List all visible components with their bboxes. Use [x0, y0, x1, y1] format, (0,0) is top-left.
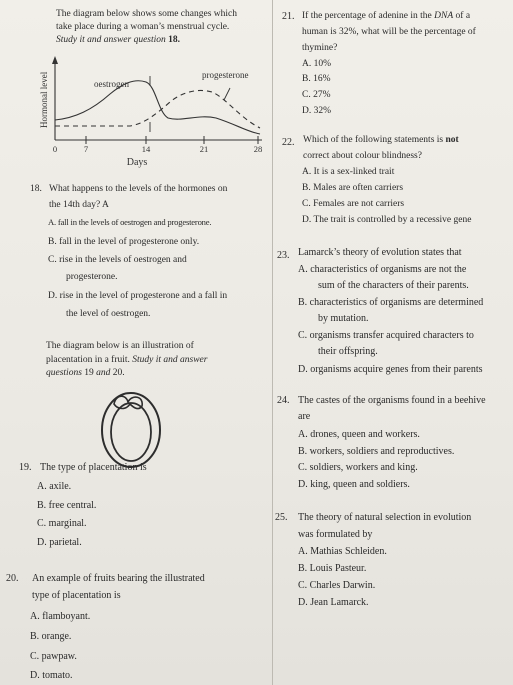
q23-option-c-1[interactable]: C. organisms transfer acquired characters to: [298, 330, 474, 341]
q20-stem-1: An example of fruits bearing the illustrated: [32, 573, 205, 584]
q25-stem-2: was formulated by: [298, 529, 373, 540]
intro2-line-2a: placentation in a fruit.: [46, 355, 130, 365]
q20-option-d[interactable]: D. tomato.: [30, 670, 73, 681]
q21-stem-1: [302, 11, 470, 21]
q18-option-c-1[interactable]: C. rise in the levels of oestrogen and: [48, 255, 187, 265]
q21-option-c[interactable]: C. 27%: [302, 90, 331, 100]
q18-stem-2: the 14th day? A: [49, 200, 109, 210]
q24-option-b[interactable]: B. workers, soldiers and reproductives.: [298, 446, 455, 457]
q19-option-c[interactable]: C. marginal.: [37, 518, 87, 529]
q21-stem-3: thymine?: [302, 43, 338, 53]
q18-option-d-2: the level of oestrogen.: [66, 309, 151, 319]
q19-stem: The type of placentation is: [40, 462, 147, 473]
q25-stem-1: The theory of natural selection in evolution: [298, 512, 472, 523]
placenta-seeds: [114, 396, 142, 408]
q20-option-b[interactable]: B. orange.: [30, 631, 72, 642]
q21-option-b[interactable]: B. 16%: [302, 74, 331, 84]
tick-label-14: 14: [141, 144, 151, 154]
q23-option-b-1[interactable]: B. characteristics of organisms are determined: [298, 297, 484, 308]
q21-option-d[interactable]: D. 32%: [302, 106, 332, 116]
q19-option-d[interactable]: D. parietal.: [37, 537, 82, 548]
tick-label-21: 21: [199, 144, 209, 154]
q22-option-a[interactable]: A. It is a sex-linked trait: [302, 167, 395, 177]
q19-number: 19.: [19, 462, 32, 473]
q18-number: 18.: [30, 184, 42, 194]
graph-ylabel: Hormonal level: [39, 71, 49, 128]
q24-option-c[interactable]: C. soldiers, workers and king.: [298, 462, 418, 473]
intro2-line-1: The diagram below is an illustration of: [46, 341, 194, 351]
q22-stem-1a: Which of the following statements is: [303, 135, 444, 145]
tick-label-0: 0: [52, 144, 58, 154]
q19-option-a[interactable]: A. axile.: [37, 481, 72, 492]
q20-number: 20.: [6, 573, 19, 584]
intro-line-3-italic: Study it and answer question: [56, 35, 166, 45]
q22-stem-2: correct about colour blindness?: [303, 151, 422, 161]
intro2-line-3a: questions: [46, 368, 82, 378]
q24-number: 24.: [277, 395, 290, 406]
column-divider: [272, 0, 273, 685]
q24-stem-2: are: [298, 411, 311, 422]
graph-xlabel: Days: [126, 157, 148, 168]
placentation-diagram: [92, 388, 172, 472]
q18-stem-1: What happens to the levels of the hormones on: [49, 184, 228, 194]
intro2-line-3: [46, 368, 125, 378]
q21-stem-1c: of a: [455, 11, 471, 21]
tick-label-7: 7: [83, 144, 89, 154]
q23-stem: Lamarck’s theory of evolution states that: [298, 247, 462, 258]
intro-line-2: take place during a woman’s menstrual cycle.: [56, 22, 230, 32]
q18-option-a[interactable]: A. fall in the levels of oestrogen and progesterone.: [48, 217, 212, 227]
q21-option-a[interactable]: A. 10%: [302, 59, 332, 69]
progesterone-pointer: [224, 88, 230, 100]
q21-number: 21.: [282, 11, 295, 22]
q22-option-c[interactable]: C. Females are not carriers: [302, 199, 405, 209]
q25-number: 25.: [275, 512, 288, 523]
q22-stem-1b: not: [445, 135, 459, 145]
q23-option-a-2: sum of the characters of their parents.: [318, 280, 469, 291]
q19-option-b[interactable]: B. free central.: [37, 500, 97, 511]
q22-stem-1: [303, 135, 459, 145]
intro-line-1: The diagram below shows some changes which: [56, 9, 237, 19]
tick-label-28: 28: [253, 144, 263, 154]
q23-option-c-2: their offspring.: [318, 346, 378, 357]
q21-stem-1b: DNA: [434, 11, 454, 21]
q25-option-a[interactable]: A. Mathias Schleiden.: [298, 546, 387, 557]
q24-option-a[interactable]: A. drones, queen and workers.: [298, 429, 420, 440]
q20-stem-2: type of placentation is: [32, 590, 121, 601]
q23-option-b-2: by mutation.: [318, 313, 369, 324]
oestrogen-label: oestrogen: [94, 79, 129, 89]
intro2-line-3c: and: [96, 368, 111, 378]
fruit-inner-wall: [111, 403, 151, 461]
q25-option-b[interactable]: B. Louis Pasteur.: [298, 563, 367, 574]
q22-option-d[interactable]: D. The trait is controlled by a recessive gene: [302, 215, 472, 225]
q23-option-a-1[interactable]: A. characteristics of organisms are not the: [298, 264, 467, 275]
y-axis-arrow: [52, 56, 58, 64]
intro-line-3-bold: 18.: [168, 35, 181, 45]
q21-stem-1a: If the percentage of adenine in the: [302, 11, 432, 21]
q20-option-a[interactable]: A. flamboyant.: [30, 611, 91, 622]
q24-stem-1: The castes of the organisms found in a beehive: [298, 395, 486, 406]
q18-option-d-1[interactable]: D. rise in the level of progesterone and a fall in: [48, 291, 228, 301]
q23-option-d[interactable]: D. organisms acquire genes from their parents: [298, 364, 483, 375]
q21-stem-2: human is 32%, what will be the percentage of: [302, 27, 476, 37]
q20-option-c[interactable]: C. pawpaw.: [30, 651, 77, 662]
hormone-graph: [30, 52, 270, 172]
intro-line-3: [56, 35, 180, 45]
q24-option-d[interactable]: D. king, queen and soldiers.: [298, 479, 410, 490]
q25-option-c[interactable]: C. Charles Darwin.: [298, 580, 376, 591]
q22-number: 22.: [282, 137, 295, 148]
intro2-line-3d: 20.: [112, 368, 125, 378]
intro2-line-2: [46, 355, 207, 365]
q23-number: 23.: [277, 250, 290, 261]
q22-option-b[interactable]: B. Males are often carriers: [302, 183, 404, 193]
q25-option-d[interactable]: D. Jean Lamarck.: [298, 597, 369, 608]
progesterone-label: progesterone: [202, 70, 249, 80]
q18-option-c-2: progesterone.: [66, 272, 118, 282]
q18-option-b[interactable]: B. fall in the level of progesterone only.: [48, 237, 200, 247]
intro2-line-3b: 19: [84, 368, 94, 378]
intro2-line-2b: Study it and answer: [132, 355, 208, 365]
